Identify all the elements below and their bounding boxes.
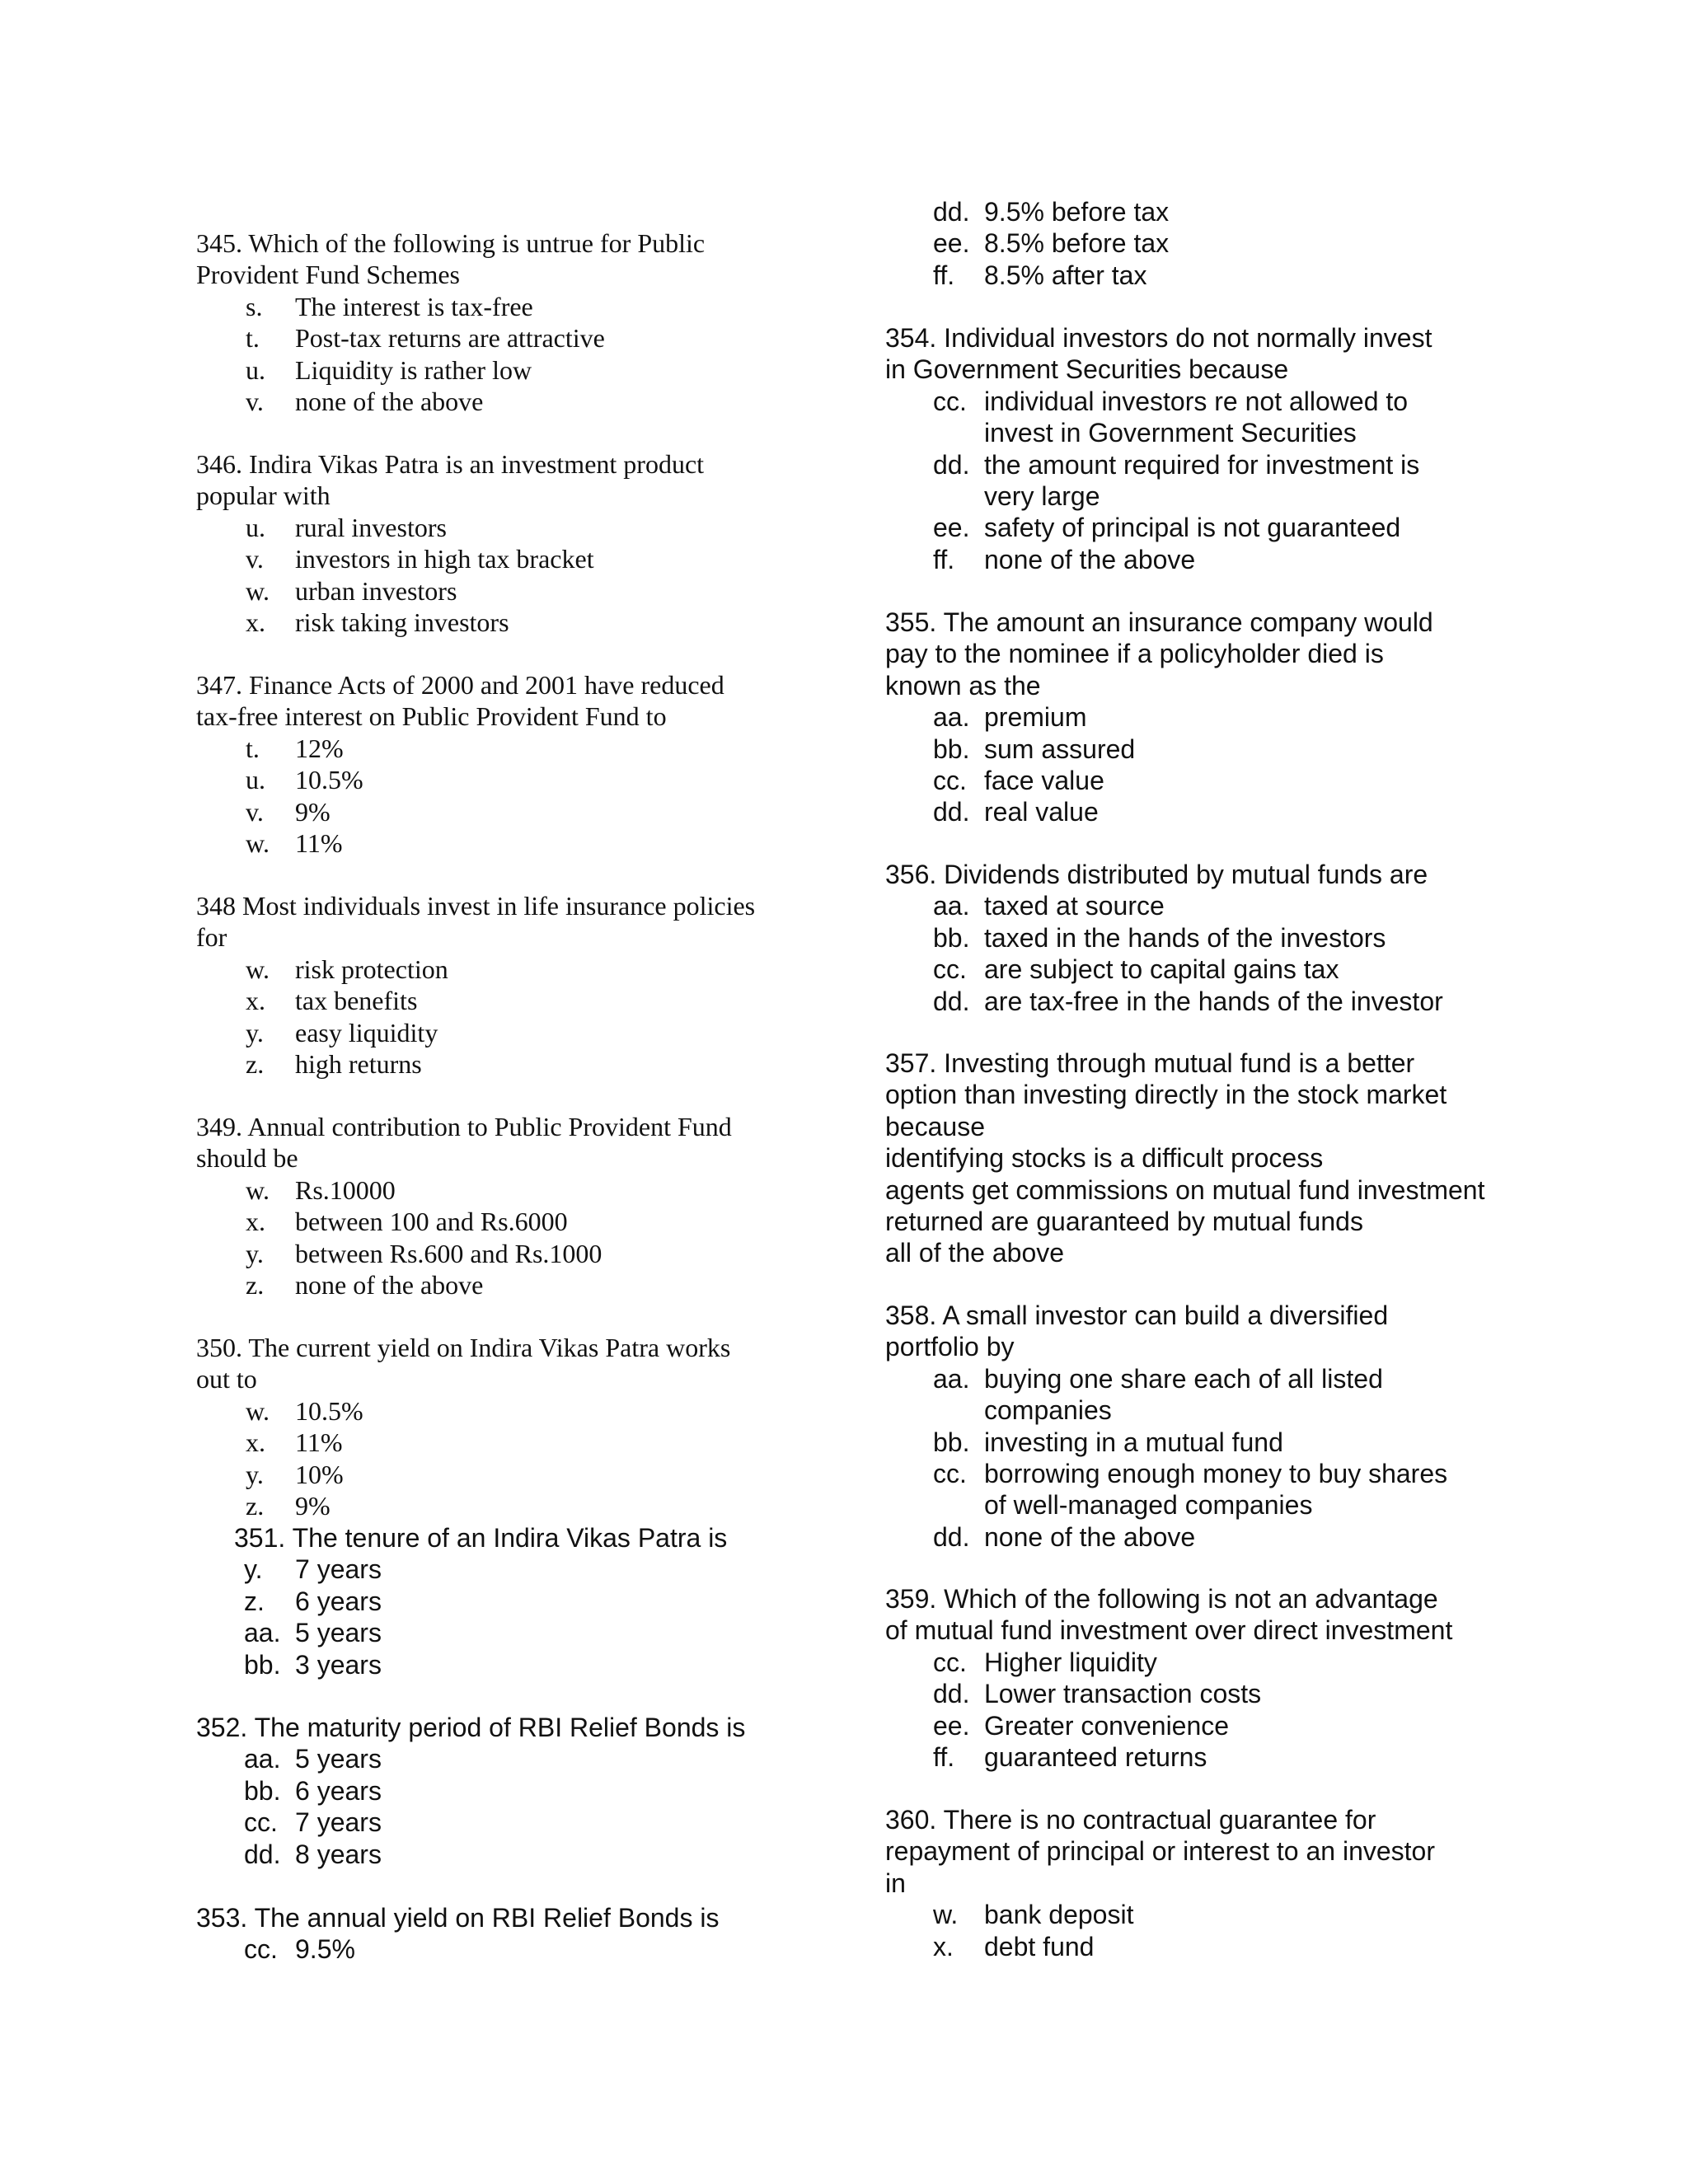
option-text: individual investors re not allowed to invest in Government Securities xyxy=(984,386,1409,448)
option xyxy=(196,1649,823,1680)
question-355 xyxy=(885,607,1528,828)
question-text: 358. A small investor can build a diversified portfolio by xyxy=(885,1301,1389,1362)
option-marker: z. xyxy=(244,1586,265,1616)
question-text: 355. The amount an insurance company would pay to the nominee if a policyholder died is known as the xyxy=(885,607,1433,701)
option xyxy=(196,1775,823,1807)
question-353-continued xyxy=(885,196,1528,291)
option xyxy=(885,765,1528,796)
option-text: The interest is tax-free xyxy=(295,291,533,321)
option-marker: dd. xyxy=(933,986,970,1016)
option xyxy=(885,954,1528,985)
option-marker: w. xyxy=(246,575,270,606)
option-marker: t. xyxy=(246,733,260,763)
option xyxy=(196,954,823,985)
option xyxy=(885,227,1528,259)
option-marker: ee. xyxy=(933,1710,970,1741)
option xyxy=(196,1206,823,1237)
option xyxy=(196,1807,823,1838)
question-text: 359. Which of the following is not an advantage of mutual fund investment over direct investment xyxy=(885,1584,1453,1646)
option-marker: v. xyxy=(246,544,264,574)
option xyxy=(196,1048,823,1080)
option-marker: ff. xyxy=(933,1742,955,1773)
option xyxy=(196,1238,823,1269)
option-text: sum assured xyxy=(984,733,1136,764)
option xyxy=(196,512,823,543)
option xyxy=(885,1741,1528,1773)
option-marker: w. xyxy=(246,1395,270,1426)
option xyxy=(885,733,1528,765)
option-text: risk protection xyxy=(295,954,448,984)
option-text: buying one share each of all listed companies xyxy=(984,1363,1383,1426)
question-text: 354. Individual investors do not normally invest in Government Securities because xyxy=(885,323,1432,385)
option-marker: dd. xyxy=(933,1521,970,1552)
question-text: 356. Dividends distributed by mutual funds are xyxy=(885,860,1428,889)
option-text: borrowing enough money to buy shares of well-managed companies xyxy=(984,1459,1448,1521)
question-358 xyxy=(885,1300,1528,1553)
option xyxy=(196,386,823,417)
question-text: 348 Most individuals invest in life insurance policies for xyxy=(196,891,756,953)
option-marker: x. xyxy=(246,607,265,638)
option-text: urban investors xyxy=(295,575,457,606)
option-text: Rs.10000 xyxy=(295,1174,396,1205)
question-text: 349. Annual contribution to Public Provident Fund should be xyxy=(196,1112,732,1174)
question-text: 360. There is no contractual guarantee for repayment of principal or interest to an investor in xyxy=(885,1805,1435,1898)
option-marker: u. xyxy=(246,354,265,385)
question-359 xyxy=(885,1583,1528,1773)
question-346 xyxy=(196,448,823,638)
option xyxy=(885,1363,1528,1427)
option-text: investing in a mutual fund xyxy=(984,1427,1283,1457)
option-text: investors in high tax bracket xyxy=(295,544,594,574)
question-text: 347. Finance Acts of 2000 and 2001 have reduced tax-free interest on Public Provident Fund to xyxy=(196,670,724,732)
option-text: 5 years xyxy=(295,1744,382,1774)
option-text: 3 years xyxy=(295,1649,382,1680)
option-marker: x. xyxy=(246,986,265,1016)
option-text: 10.5% xyxy=(295,765,363,795)
option xyxy=(885,701,1528,733)
option-text: safety of principal is not guaranteed xyxy=(984,513,1401,543)
option-text: 6 years xyxy=(295,1775,382,1806)
option xyxy=(196,1554,823,1585)
option-marker: v. xyxy=(246,387,264,417)
option-text: 6 years xyxy=(295,1586,382,1616)
option-text: 9% xyxy=(295,796,331,827)
option xyxy=(885,544,1528,575)
option-marker: ee. xyxy=(933,513,970,543)
option-marker: aa. xyxy=(244,1618,281,1648)
question-349 xyxy=(196,1111,823,1301)
option xyxy=(885,449,1528,513)
option-marker: y. xyxy=(244,1554,263,1585)
option xyxy=(196,1269,823,1301)
option xyxy=(196,827,823,859)
option-text: 11% xyxy=(295,1427,343,1458)
option-marker: ff. xyxy=(933,260,955,290)
option-text: guaranteed returns xyxy=(984,1742,1207,1773)
option-text: 8.5% before tax xyxy=(984,228,1170,259)
option-marker: u. xyxy=(246,512,265,542)
option-text: between 100 and Rs.6000 xyxy=(295,1207,568,1237)
option xyxy=(885,386,1528,449)
option xyxy=(196,1459,823,1490)
option-text: 7 years xyxy=(295,1554,382,1585)
question-347 xyxy=(196,669,823,859)
option-marker: z. xyxy=(246,1049,265,1080)
option xyxy=(196,1586,823,1617)
option-text: real value xyxy=(984,797,1099,827)
option xyxy=(885,796,1528,827)
option xyxy=(885,922,1528,954)
option-text: risk taking investors xyxy=(295,607,509,638)
option xyxy=(885,1427,1528,1458)
option-text: Higher liquidity xyxy=(984,1647,1157,1677)
option-marker: cc. xyxy=(933,1459,967,1489)
option xyxy=(885,1931,1528,1962)
option-text: debt fund xyxy=(984,1931,1095,1961)
option-text: high returns xyxy=(295,1049,422,1080)
option xyxy=(885,196,1528,227)
option-text: premium xyxy=(984,702,1087,733)
question-360 xyxy=(885,1804,1528,1962)
option-marker: w. xyxy=(246,1174,270,1205)
question-353 xyxy=(196,1902,823,1966)
option-marker: z. xyxy=(246,1491,265,1521)
option xyxy=(196,796,823,827)
option xyxy=(196,1174,823,1206)
question-text: 351. The tenure of an Indira Vikas Patra is xyxy=(234,1523,728,1553)
option xyxy=(885,1678,1528,1709)
option-text: Greater convenience xyxy=(984,1710,1230,1741)
option-marker: ee. xyxy=(933,228,970,259)
option-marker: bb. xyxy=(933,733,970,764)
option xyxy=(885,1899,1528,1930)
option-text: easy liquidity xyxy=(295,1017,438,1047)
option xyxy=(196,607,823,638)
option xyxy=(196,1395,823,1427)
option-marker: w. xyxy=(933,1900,959,1930)
option xyxy=(196,985,823,1016)
option xyxy=(196,354,823,386)
option-marker: cc. xyxy=(933,766,967,796)
option xyxy=(196,291,823,322)
option-marker: bb. xyxy=(244,1649,281,1680)
question-354 xyxy=(885,322,1528,575)
option-text: 10% xyxy=(295,1459,344,1489)
option xyxy=(196,1617,823,1648)
option-marker: aa. xyxy=(933,1363,970,1394)
question-350 xyxy=(196,1332,823,1521)
question-356 xyxy=(885,859,1528,1017)
option-text: Post-tax returns are attractive xyxy=(295,323,605,354)
option-text: 9.5% before tax xyxy=(984,197,1170,227)
option-marker: y. xyxy=(246,1459,264,1489)
option xyxy=(885,1458,1528,1521)
option-marker: v. xyxy=(246,796,264,827)
option-text: rural investors xyxy=(295,512,447,542)
option-text: 8 years xyxy=(295,1839,382,1869)
option-marker: dd. xyxy=(244,1839,281,1869)
option-text: none of the above xyxy=(295,1270,484,1301)
option-marker: dd. xyxy=(933,797,970,827)
option-marker: aa. xyxy=(244,1744,281,1774)
option-marker: w. xyxy=(246,954,270,984)
option-text: 5 years xyxy=(295,1618,382,1648)
option-marker: cc. xyxy=(933,954,967,985)
option xyxy=(196,1490,823,1521)
question-text: 357. Investing through mutual fund is a better option than investing directly in the stock market because identifying stocks is a difficult process agents get commissions on mutual fund investment returned are guaranteed by mutual funds all of the above xyxy=(885,1048,1485,1268)
option-marker: aa. xyxy=(933,891,970,921)
option-text: 10.5% xyxy=(295,1395,363,1426)
option xyxy=(196,764,823,795)
option-text: taxed in the hands of the investors xyxy=(984,922,1386,953)
question-351 xyxy=(196,1522,823,1680)
option xyxy=(885,890,1528,921)
question-352 xyxy=(196,1712,823,1870)
option-text: are subject to capital gains tax xyxy=(984,954,1339,985)
option-marker: aa. xyxy=(933,702,970,733)
option-marker: w. xyxy=(246,828,270,859)
option-marker: x. xyxy=(933,1931,954,1961)
question-text: 350. The current yield on Indira Vikas Patra works out to xyxy=(196,1333,731,1394)
option xyxy=(885,1710,1528,1741)
option-text: 8.5% after tax xyxy=(984,260,1147,290)
option-text: the amount required for investment is very large xyxy=(984,449,1420,512)
question-345 xyxy=(196,227,823,417)
option-text: between Rs.600 and Rs.1000 xyxy=(295,1238,603,1268)
option-marker: bb. xyxy=(244,1775,281,1806)
option xyxy=(196,1017,823,1048)
question-text: 345. Which of the following is untrue for Public Provident Fund Schemes xyxy=(196,228,706,290)
option-marker: bb. xyxy=(933,1427,970,1457)
option-marker: y. xyxy=(246,1017,264,1047)
option-text: Liquidity is rather low xyxy=(295,354,532,385)
option-marker: s. xyxy=(246,291,263,321)
option-text: are tax-free in the hands of the investor xyxy=(984,986,1443,1016)
option xyxy=(885,1521,1528,1553)
option-marker: cc. xyxy=(244,1934,278,1965)
option-marker: bb. xyxy=(933,922,970,953)
option-text: face value xyxy=(984,766,1104,796)
option-marker: x. xyxy=(246,1427,265,1458)
option-text: none of the above xyxy=(984,544,1196,574)
option-marker: dd. xyxy=(933,449,970,480)
option-marker: u. xyxy=(246,765,265,795)
option-text: 9% xyxy=(295,1491,331,1521)
option-text: none of the above xyxy=(984,1521,1196,1552)
option xyxy=(885,986,1528,1017)
option-marker: t. xyxy=(246,323,260,354)
option xyxy=(196,322,823,354)
option-text: 9.5% xyxy=(295,1934,355,1965)
option xyxy=(196,733,823,764)
option-marker: cc. xyxy=(244,1807,278,1838)
option-text: 12% xyxy=(295,733,344,763)
option-text: taxed at source xyxy=(984,891,1165,921)
option-text: 11% xyxy=(295,828,343,859)
option xyxy=(885,1647,1528,1678)
option xyxy=(885,260,1528,291)
question-text: 346. Indira Vikas Patra is an investment product popular with xyxy=(196,449,705,511)
option xyxy=(196,1933,823,1965)
question-357 xyxy=(885,1047,1528,1269)
option-marker: cc. xyxy=(933,386,967,416)
option-marker: dd. xyxy=(933,197,970,227)
option-text: none of the above xyxy=(295,387,484,417)
question-348 xyxy=(196,890,823,1080)
option xyxy=(196,575,823,607)
option-marker: z. xyxy=(246,1270,265,1301)
question-text: 353. The annual yield on RBI Relief Bonds is xyxy=(196,1903,720,1933)
option-text: 7 years xyxy=(295,1807,382,1838)
option-marker: y. xyxy=(246,1238,264,1268)
option-text: bank deposit xyxy=(984,1900,1134,1930)
option-text: tax benefits xyxy=(295,986,418,1016)
option-marker: cc. xyxy=(933,1647,967,1677)
question-text: 352. The maturity period of RBI Relief Bonds is xyxy=(196,1713,746,1742)
option-marker: ff. xyxy=(933,544,955,574)
option xyxy=(196,543,823,574)
option xyxy=(196,1427,823,1458)
option xyxy=(885,512,1528,543)
option-text: Lower transaction costs xyxy=(984,1679,1262,1709)
option-marker: dd. xyxy=(933,1679,970,1709)
option xyxy=(196,1839,823,1870)
option-marker: x. xyxy=(246,1207,265,1237)
option xyxy=(196,1743,823,1774)
